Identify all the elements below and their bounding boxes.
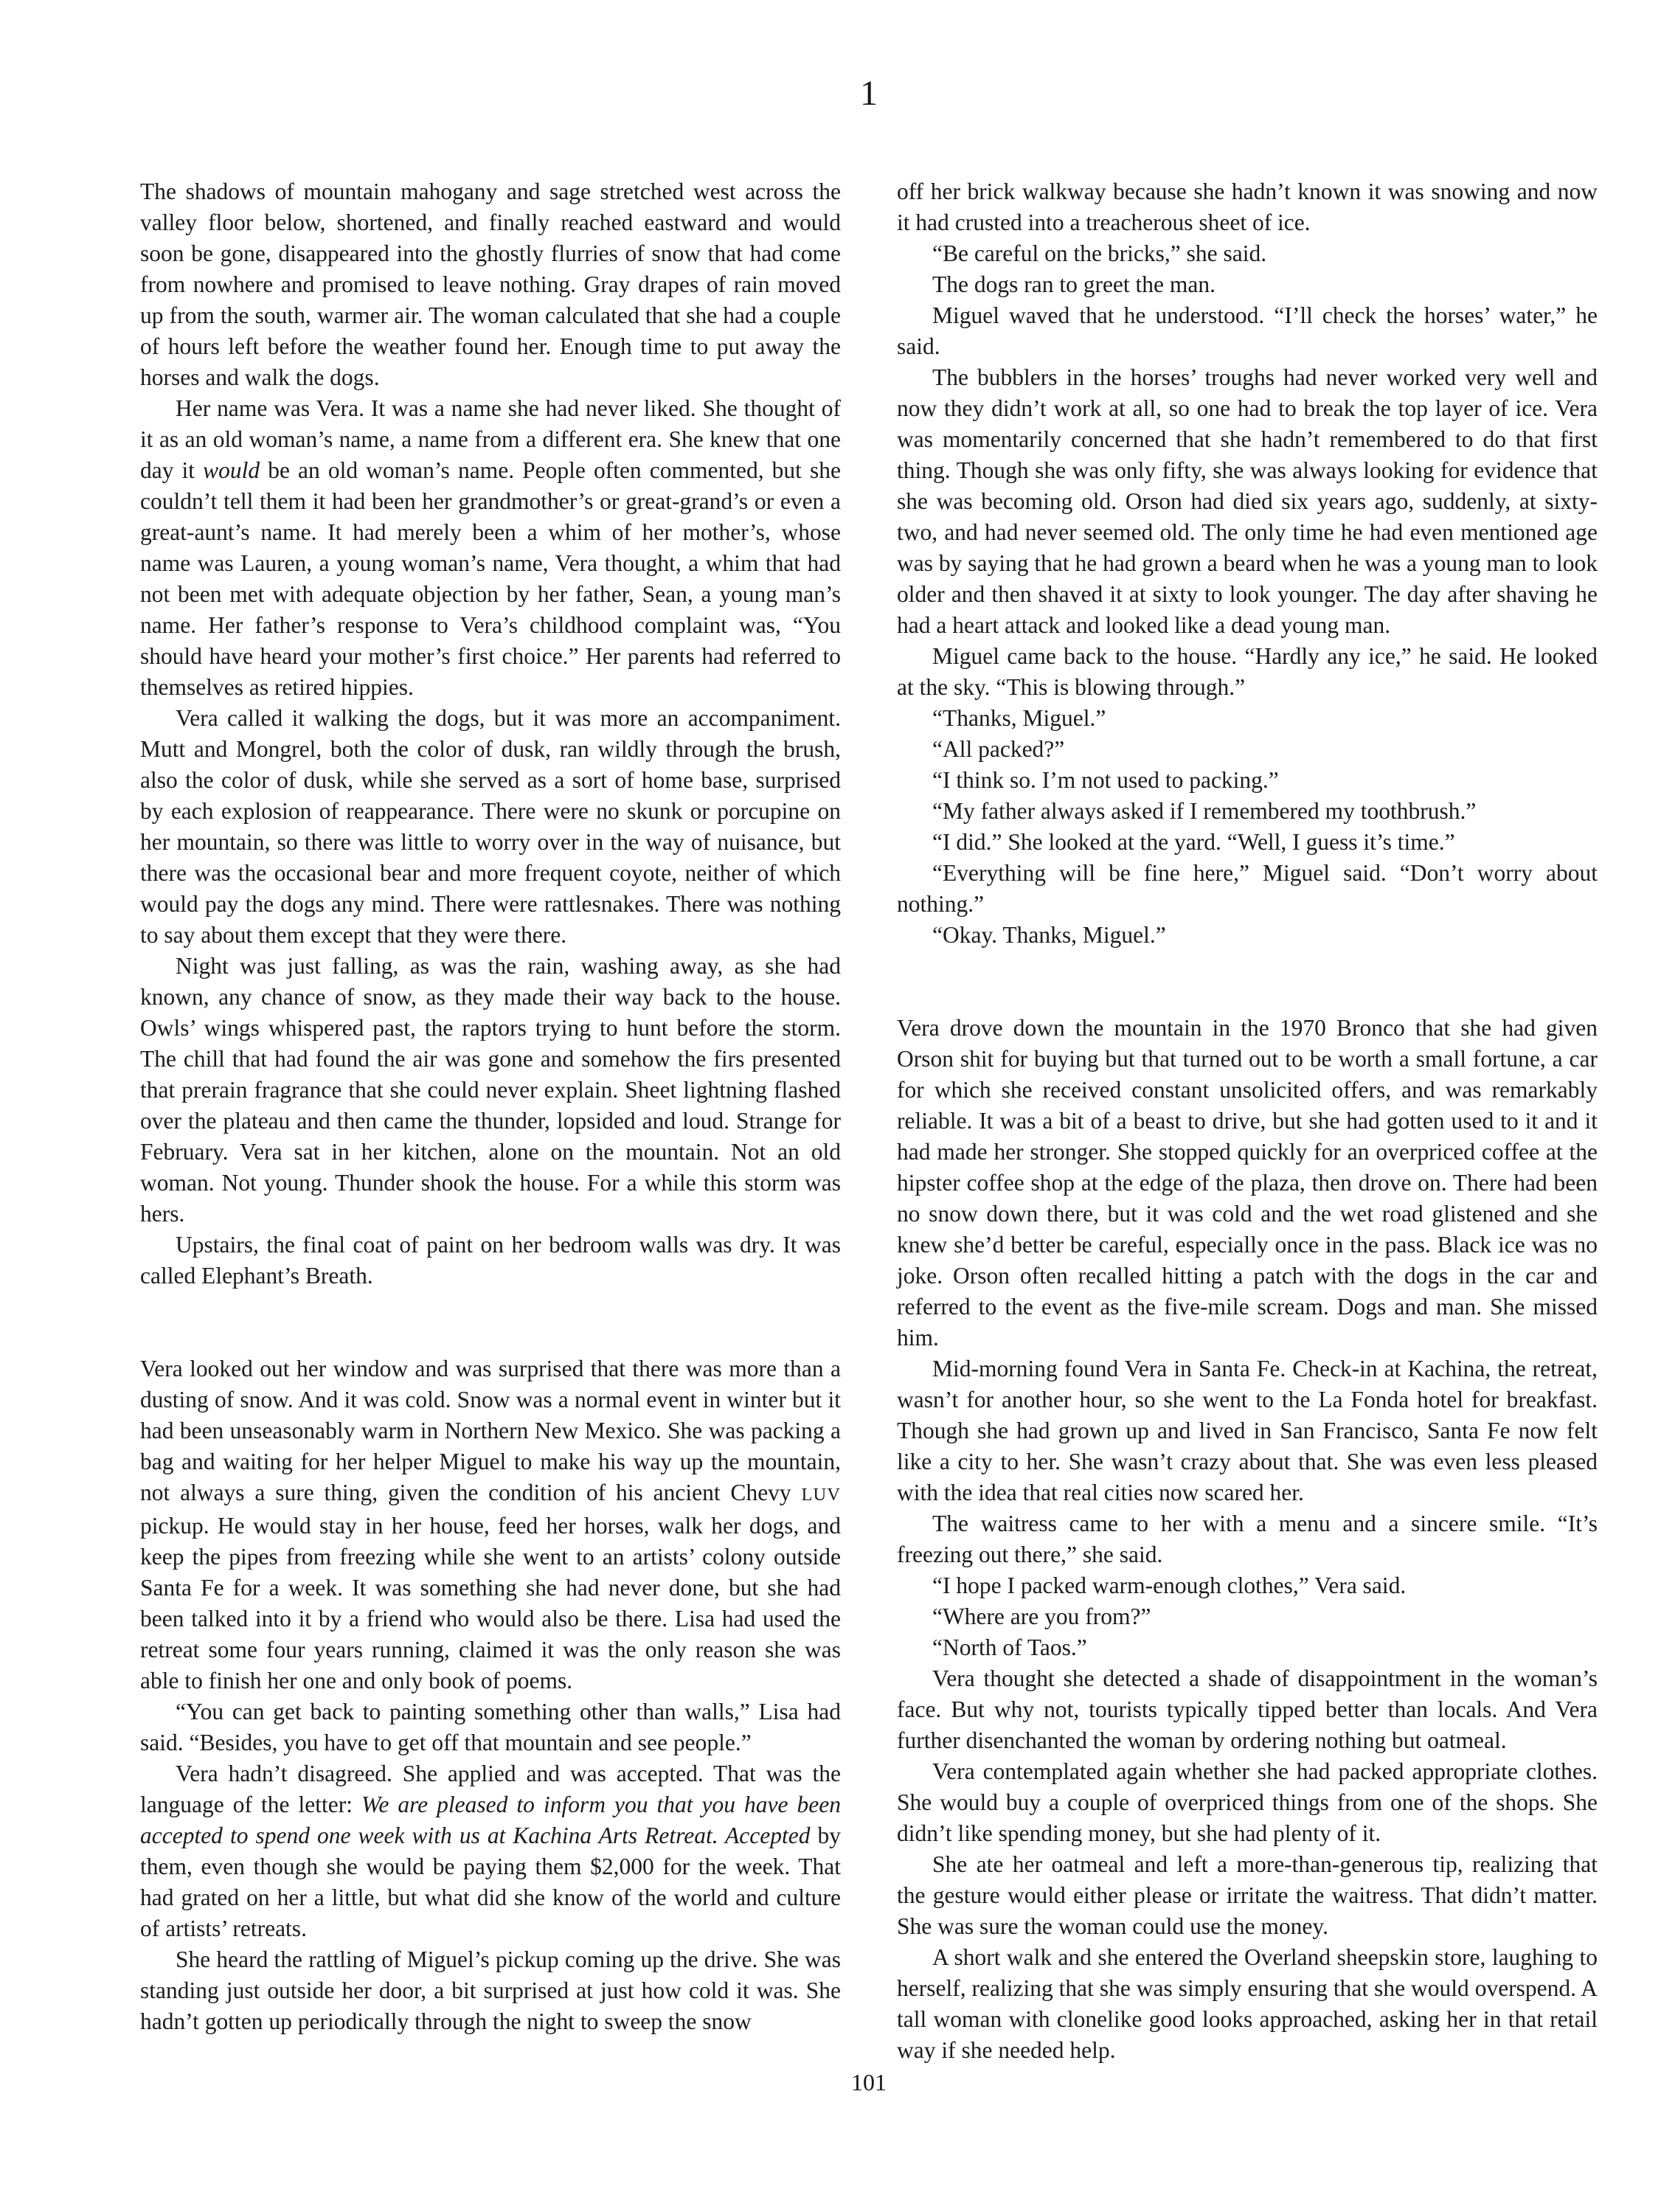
text-run: Upstairs, the final coat of paint on her bedroom walls was dry. It was called Elephant’s Breath.	[140, 1232, 841, 1289]
text-run: “Where are you from?”	[932, 1603, 1151, 1629]
paragraph	[140, 393, 841, 703]
text-run: The shadows of mountain mahogany and sage stretched west across the valley floor below, shortened, and finally reached eastward and would soon be gone, disappeared into the ghostly flurries of snow that had come from nowhere and promised to leave nothing. Gray drapes of rain moved up from the south, warmer air. The woman calculated that she had a couple of hours left before the weather found her. Enough time to put away the horses and walk the dogs.	[140, 178, 841, 390]
text-column-right	[897, 176, 1598, 2066]
text-run: The dogs ran to greet the man.	[932, 271, 1215, 297]
text-run: be an old woman’s name. People often commented, but she couldn’t tell them it had been her grandmother’s or great-grand’s or even a great-aunt’s name. It had merely been a whim of her mother’s, whose name was Lauren, a young woman’s name, Vera thought, a whim that had not been met with adequate objection by her father, Sean, a young man’s name. Her father’s response to Vera’s childhood complaint was, “You should have heard your mother’s first choice.” Her parents had referred to themselves as retired hippies.	[140, 457, 841, 700]
italic-text-run: would	[203, 457, 260, 483]
text-run: by them, even though she would be paying them $2,000 for the week. That had grated on her a little, but what did she know of the world and culture of artists’ retreats.	[140, 1823, 842, 1941]
paragraph	[897, 1942, 1598, 2066]
text-run: Vera contemplated again whether she had packed appropriate clothes. She would buy a couple of overpriced things from one of the shops. She didn’t like spending money, but she had plenty of it.	[897, 1758, 1598, 1846]
text-run: “North of Taos.”	[932, 1634, 1087, 1660]
text-run: “Be careful on the bricks,” she said.	[932, 240, 1267, 266]
paragraph	[897, 920, 1598, 951]
text-column-left	[140, 176, 841, 2037]
text-run: “You can get back to painting something other than walls,” Lisa had said. “Besides, you have to get off that mountain and see people.”	[140, 1699, 841, 1755]
paragraph	[897, 796, 1598, 827]
paragraph	[140, 1944, 841, 2037]
text-run: “Thanks, Miguel.”	[932, 705, 1106, 731]
text-run: A short walk and she entered the Overland sheepskin store, laughing to herself, realizing that she was simply ensuring that she would overspend. A tall woman with clonelike good looks approached, asking her in that retail way if she needed help.	[897, 1944, 1598, 2063]
text-run: “My father always asked if I remembered my toothbrush.”	[932, 798, 1477, 824]
text-run: off her brick walkway because she hadn’t known it was snowing and now it had crusted into a treacherous sheet of ice.	[897, 178, 1598, 235]
text-run: Vera looked out her window and was surprised that there was more than a dusting of snow. And it was cold. Snow was a normal event in winter but it had been unseasonably warm in Northern New Mexico. She was packing a bag and waiting for her helper Miguel to make his way up the mountain, not always a sure thing, given the condition of his ancient Chevy	[140, 1356, 841, 1505]
text-run: “All packed?”	[932, 736, 1065, 762]
chapter-number: 1	[860, 74, 878, 113]
text-run: Mid-morning found Vera in Santa Fe. Check-in at Kachina, the retreat, wasn’t for another hour, so she went to the La Fonda hotel for breakfast. Though she had grown up and lived in San Francisco, Santa Fe now felt like a city to her. She wasn’t crazy about that. She was even less pleased with the idea that real cities now scared her.	[897, 1356, 1598, 1505]
text-run: “I hope I packed warm-enough clothes,” Vera said.	[932, 1573, 1407, 1598]
paragraph	[897, 827, 1598, 858]
text-run: She ate her oatmeal and left a more-than-generous tip, realizing that the gesture would either please or irritate the waitress. That didn’t matter. She was sure the woman could use the money.	[897, 1851, 1598, 1939]
text-run: “Everything will be fine here,” Miguel said. “Don’t worry about nothing.”	[897, 860, 1598, 917]
paragraph	[140, 951, 841, 1230]
text-run: “I did.” She looked at the yard. “Well, I guess it’s time.”	[932, 829, 1455, 855]
text-run: “I think so. I’m not used to packing.”	[932, 767, 1279, 793]
paragraph	[897, 300, 1598, 362]
paragraph	[897, 703, 1598, 734]
paragraph	[897, 238, 1598, 269]
paragraph	[897, 1601, 1598, 1632]
text-run: The waitress came to her with a menu and a sincere smile. “It’s freezing out there,” she said.	[897, 1511, 1598, 1567]
paragraph	[897, 1663, 1598, 1756]
paragraph	[140, 176, 841, 393]
text-run: Vera drove down the mountain in the 1970 Bronco that she had given Orson shit for buying but that turned out to be worth a small fortune, a car for which she received constant unsolicited offers, and was remarkably reliable. It was a bit of a beast to drive, but she had gotten used to it and it had made her stronger. She stopped quickly for an overpriced coffee at the hipster coffee shop at the edge of the plaza, then drove on. There had been no snow down there, but it was cold and the wet road glistened and she knew she’d better be careful, especially once in the pass. Black ice was no joke. Orson often recalled hitting a patch with the dogs in the car and referred to the event as the five-mile scream. Dogs and man. She missed him.	[897, 1015, 1598, 1351]
paragraph	[140, 1353, 841, 1696]
paragraph	[897, 1756, 1598, 1849]
paragraph	[140, 1758, 841, 1944]
paragraph	[897, 1353, 1598, 1508]
text-run: Vera called it walking the dogs, but it was more an accompaniment. Mutt and Mongrel, both the color of dusk, ran wildly through the brush, also the color of dusk, while she served as a sort of home base, surprised by each explosion of reappearance. There were no skunk or porcupine on her mountain, so there was little to worry over in the way of nuisance, but there was the occasional bear and more frequent coyote, neither of which would pay the dogs any mind. There were rattlesnakes. There was nothing to say about them except that they were there.	[140, 705, 841, 948]
text-run: Night was just falling, as was the rain, washing away, as she had known, any chance of snow, as they made their way back to the house. Owls’ wings whispered past, the raptors trying to hunt before the storm. The chill that had found the air was gone and somehow the firs presented that prerain fragrance that she could never explain. Sheet lightning flashed over the plateau and then came the thunder, lopsided and loud. Strange for February. Vera sat in her kitchen, alone on the mountain. Not an old woman. Not young. Thunder shook the house. For a while this storm was hers.	[140, 953, 841, 1227]
paragraph	[140, 1230, 841, 1292]
page-number: 101	[851, 2069, 887, 2095]
paragraph	[897, 1508, 1598, 1570]
text-run: pickup. He would stay in her house, feed her horses, walk her dogs, and keep the pipes from freezing while she went to an artists’ colony outside Santa Fe for a week. It was something she had never done, but she had been talked into it by a friend who would also be there. Lisa had used the retreat some four years running, claimed it was the only reason she was able to finish her one and only book of poems.	[140, 1513, 841, 1693]
paragraph	[897, 641, 1598, 703]
text-run: Miguel came back to the house. “Hardly any ice,” he said. He looked at the sky. “This is blowing through.”	[897, 643, 1598, 700]
text-run: The bubblers in the horses’ troughs had never worked very well and now they didn’t work at all, so one had to break the top layer of ice. Vera was momentarily concerned that she hadn’t remembered to do that first thing. Though she was only fifty, she was always looking for evidence that she was becoming old. Orson had died six years ago, suddenly, at sixty-two, and had never seemed old. The only time he had even mentioned age was by saying that he had grown a beard when he was a young man to look older and then shaved it at sixty to look younger. The day after shaving he had a heart attack and looked like a dead young man.	[897, 364, 1598, 638]
italic-text-run: We are pleased to inform you that you have been accepted to spend one week with us at Kachina Arts Retreat. Accepted	[140, 1792, 841, 1848]
text-run: Her name was Vera. It was a name she had never liked. She thought of it as an old woman’s name, a name from a different era. She knew that one day it	[140, 395, 841, 483]
paragraph	[897, 1570, 1598, 1601]
paragraph	[897, 362, 1598, 641]
paragraph	[897, 734, 1598, 765]
paragraph	[897, 269, 1598, 300]
paragraph	[897, 176, 1598, 238]
paragraph	[140, 1696, 841, 1758]
text-run: Vera hadn’t disagreed. She applied and was accepted. That was the language of the letter:	[140, 1761, 841, 1817]
paragraph	[897, 1632, 1598, 1663]
text-run: Vera thought she detected a shade of disappointment in the woman’s face. But why not, tourists typically tipped better than locals. And Vera further disenchanted the woman by ordering nothing but oatmeal.	[897, 1665, 1598, 1753]
text-run: “Okay. Thanks, Miguel.”	[932, 922, 1166, 948]
paragraph	[897, 765, 1598, 796]
paragraph	[897, 1849, 1598, 1942]
text-run: Miguel waved that he understood. “I’ll check the horses’ water,” he said.	[897, 302, 1598, 359]
paragraph	[140, 703, 841, 951]
text-run: She heard the rattling of Miguel’s pickup coming up the drive. She was standing just outside her door, a bit surprised at just how cold it was. She hadn’t gotten up periodically through the night to sweep the snow	[140, 1946, 841, 2034]
smallcaps-text-run: LUV	[801, 1485, 841, 1505]
paragraph	[897, 1013, 1598, 1353]
paragraph	[897, 858, 1598, 920]
